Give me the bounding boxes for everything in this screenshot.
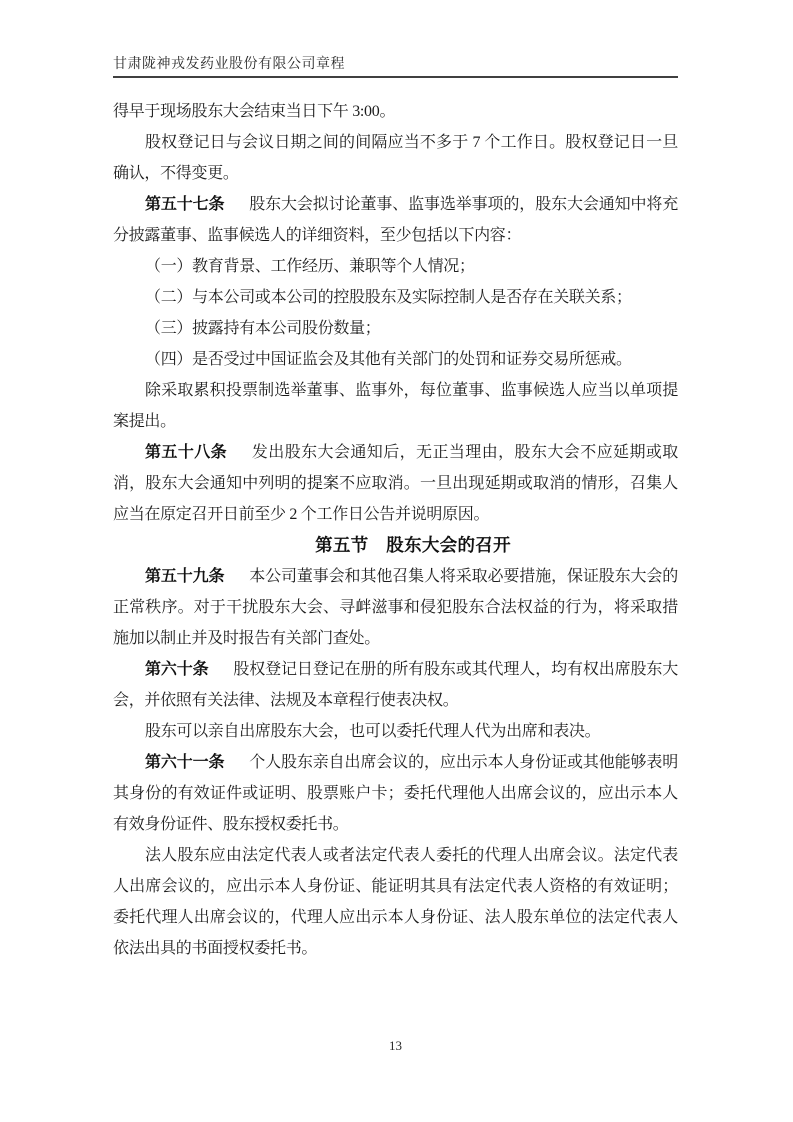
list-item: （三）披露持有本公司股份数量； <box>145 320 381 337</box>
article-paragraph: 第五十七条 股东大会拟讨论董事、监事选举事项的，股东大会通知中将充分披露董事、监事候选人的详细资料，至少包括以下内容： <box>113 196 678 244</box>
list-item: （四）是否受过中国证监会及其他有关部门的处罚和证券交易所惩戒。 <box>145 351 632 368</box>
article-number: 第六十条 <box>145 661 209 678</box>
article-paragraph: 第五十八条 发出股东大会通知后，无正当理由，股东大会不应延期或取消，股东大会通知中列明的提案不应取消。一旦出现延期或取消的情形，召集人应当在原定召开日前至少 2 个工作日公告并说明原因。 <box>113 444 678 523</box>
article-number: 第六十一条 <box>145 754 225 771</box>
section-heading: 第五节 股东大会的召开 <box>315 535 511 555</box>
header-title: 甘肃陇神戎发药业股份有限公司章程 <box>113 57 345 72</box>
article-number: 第五十九条 <box>145 568 225 585</box>
paragraph: 股权登记日与会议日期之间的间隔应当不多于 7 个工作日。股权登记日一旦确认，不得变更。 <box>113 134 678 182</box>
paragraph: 除采取累积投票制选举董事、监事外，每位董事、监事候选人应当以单项提案提出。 <box>113 382 678 430</box>
article-number: 第五十七条 <box>145 196 225 213</box>
paragraph: 得早于现场股东大会结束当日下午 3:00。 <box>113 103 396 120</box>
article-paragraph: 第五十九条 本公司董事会和其他召集人将采取必要措施，保证股东大会的正常秩序。对于干扰股东大会、寻衅滋事和侵犯股东合法权益的行为，将采取措施加以制止并及时报告有关部门查处。 <box>113 568 678 647</box>
page-number: 13 <box>389 1038 402 1053</box>
list-item: （一）教育背景、工作经历、兼职等个人情况； <box>145 258 475 275</box>
list-item: （二）与本公司或本公司的控股股东及实际控制人是否存在关联关系； <box>145 289 632 306</box>
page-header <box>113 57 678 78</box>
article-paragraph: 第六十条 股权登记日登记在册的所有股东或其代理人，均有权出席股东大会，并依照有关法律、法规及本章程行使表决权。 <box>113 661 678 709</box>
article-paragraph: 第六十一条 个人股东亲自出席会议的，应出示本人身份证或其他能够表明其身份的有效证件或证明、股票账户卡；委托代理他人出席会议的，应出示本人有效身份证件、股东授权委托书。 <box>113 754 678 833</box>
document-body <box>113 96 678 964</box>
article-number: 第五十八条 <box>145 444 228 461</box>
page-footer <box>113 1038 678 1054</box>
paragraph: 法人股东应由法定代表人或者法定代表人委托的代理人出席会议。法定代表人出席会议的，应出示本人身份证、能证明其具有法定代表人资格的有效证明；委托代理人出席会议的，代理人应出示本人身份证、法人股东单位的法定代表人依法出具的书面授权委托书。 <box>113 847 678 957</box>
paragraph: 股东可以亲自出席股东大会，也可以委托代理人代为出席和表决。 <box>145 723 601 740</box>
